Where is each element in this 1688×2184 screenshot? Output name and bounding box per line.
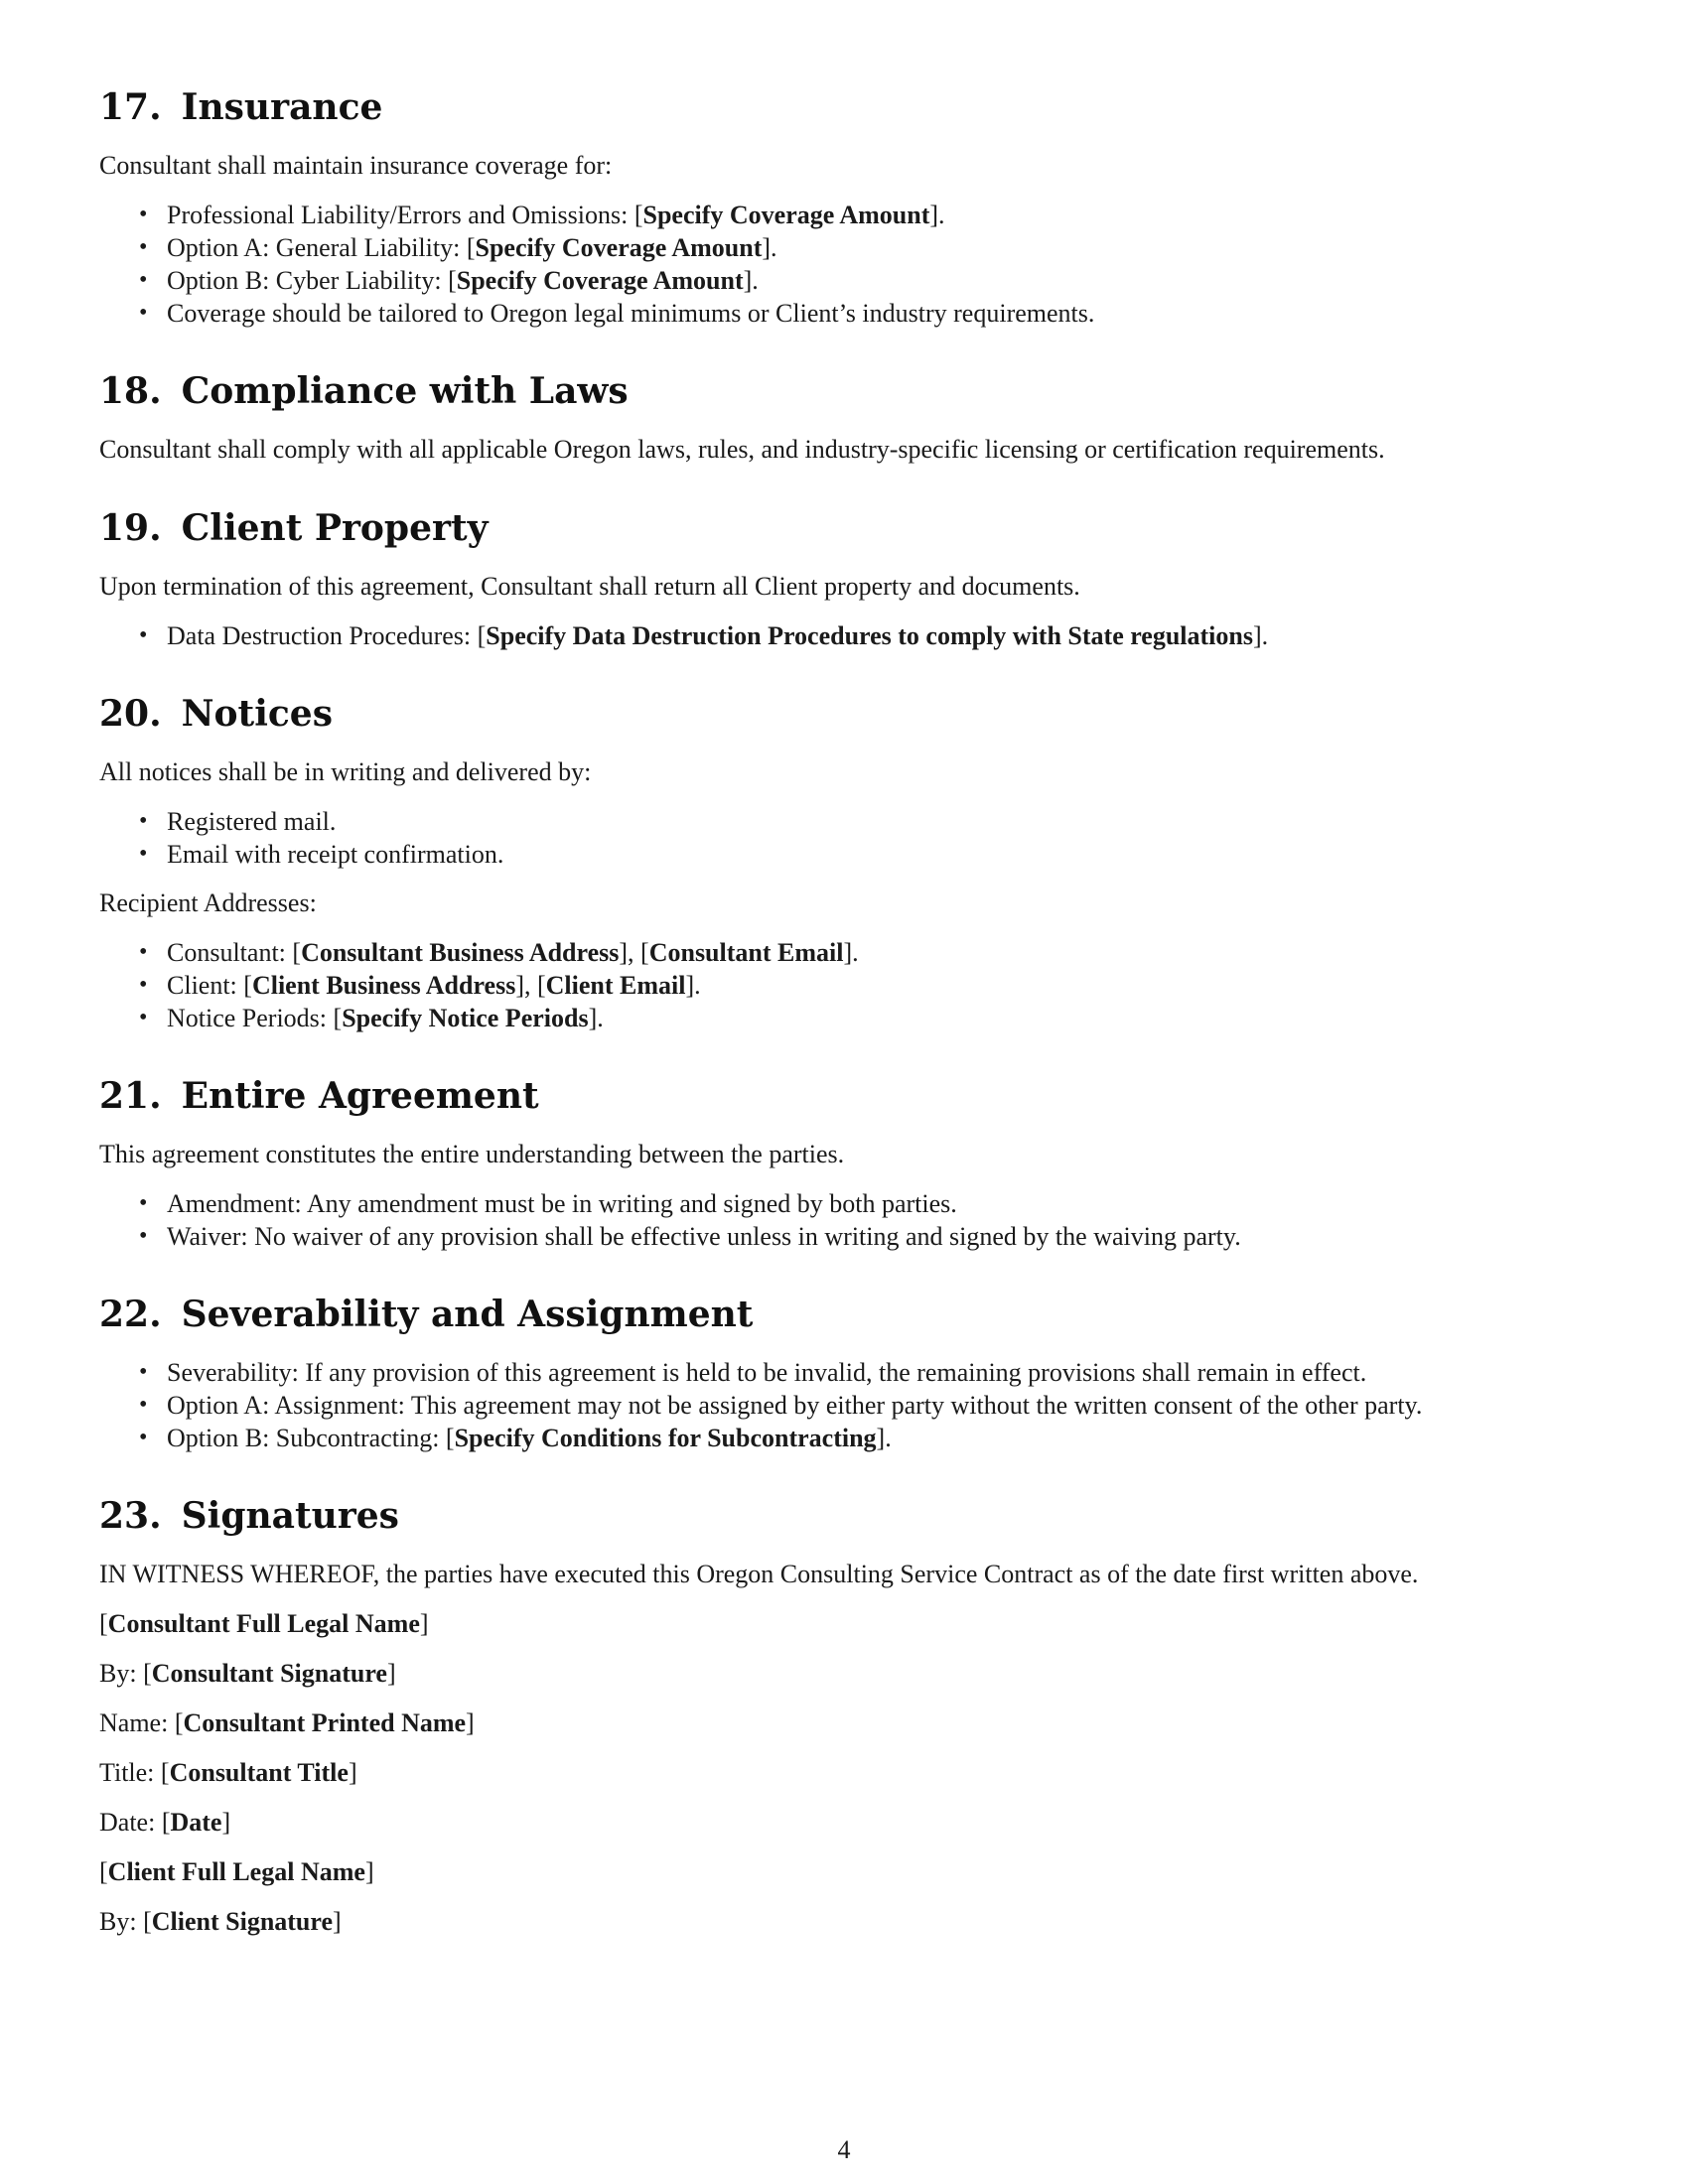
section-body: Consultant shall comply with all applicable Oregon laws, rules, and industry-specific licensing or certification requirements. (99, 435, 1385, 464)
entire-agreement-list (99, 1187, 1589, 1253)
list-item: • Email with receipt confirmation. (99, 838, 1589, 871)
list-item: • Waiver: No waiver of any provision shall be effective unless in writing and signed by the waiving party. (99, 1220, 1589, 1253)
signature-line: Date: [Date] (99, 1808, 231, 1837)
insurance-list (99, 199, 1589, 330)
list-item: • Registered mail. (99, 805, 1589, 838)
section-body: Upon termination of this agreement, Consultant shall return all Client property and documents. (99, 572, 1080, 601)
list-item: • Amendment: Any amendment must be in writing and signed by both parties. (99, 1187, 1589, 1220)
section-heading: 22. Severability and Assignment (99, 1294, 754, 1335)
section-signatures (99, 1494, 1589, 1939)
signature-line: By: [Client Signature] (99, 1907, 342, 1936)
section-heading: 21. Entire Agreement (99, 1075, 539, 1117)
list-item: • Coverage should be tailored to Oregon legal minimums or Client’s industry requirements. (99, 297, 1589, 330)
section-intro: All notices shall be in writing and delivered by: (99, 757, 592, 786)
signature-line: Title: [Consultant Title] (99, 1758, 357, 1787)
client-property-list (99, 619, 1589, 652)
signature-line: [Client Full Legal Name] (99, 1857, 374, 1886)
section-heading: 18. Compliance with Laws (99, 370, 629, 412)
list-item: • Client: [Client Business Address], [Client Email]. (99, 969, 1589, 1002)
list-item: • Option B: Subcontracting: [Specify Conditions for Subcontracting]. (99, 1422, 1589, 1454)
severability-list (99, 1356, 1589, 1454)
page-number: 4 (837, 2135, 851, 2164)
delivery-methods-list (99, 805, 1589, 871)
signature-line: [Consultant Full Legal Name] (99, 1609, 429, 1638)
section-heading: 23. Signatures (99, 1495, 399, 1537)
list-item: • Notice Periods: [Specify Notice Periods]. (99, 1002, 1589, 1034)
section-body: This agreement constitutes the entire understanding between the parties. (99, 1140, 845, 1168)
list-item: • Data Destruction Procedures: [Specify Data Destruction Procedures to comply with State regulations]. (99, 619, 1589, 652)
recipient-addresses-list (99, 936, 1589, 1034)
section-insurance (99, 85, 1589, 330)
section-heading: 20. Notices (99, 693, 333, 735)
section-notices (99, 692, 1589, 1034)
section-heading: 19. Client Property (99, 507, 489, 549)
document-page (99, 85, 1589, 1979)
list-item: • Option A: Assignment: This agreement may not be assigned by either party without the written consent of the other party. (99, 1389, 1589, 1422)
list-item: • Professional Liability/Errors and Omissions: [Specify Coverage Amount]. (99, 199, 1589, 231)
section-heading: 17. Insurance (99, 86, 383, 128)
list-item: • Severability: If any provision of this agreement is held to be invalid, the remaining provisions shall remain in effect. (99, 1356, 1589, 1389)
recipient-addresses-label: Recipient Addresses: (99, 888, 317, 917)
section-severability (99, 1293, 1589, 1454)
signature-line: By: [Consultant Signature] (99, 1659, 396, 1688)
section-body: IN WITNESS WHEREOF, the parties have executed this Oregon Consulting Service Contract as of the date first written above. (99, 1560, 1419, 1588)
list-item: • Option A: General Liability: [Specify Coverage Amount]. (99, 231, 1589, 264)
section-client-property (99, 506, 1589, 652)
list-item: • Consultant: [Consultant Business Address], [Consultant Email]. (99, 936, 1589, 969)
section-compliance (99, 369, 1589, 467)
section-entire-agreement (99, 1074, 1589, 1253)
list-item: • Option B: Cyber Liability: [Specify Coverage Amount]. (99, 264, 1589, 297)
signature-line: Name: [Consultant Printed Name] (99, 1708, 475, 1737)
section-intro: Consultant shall maintain insurance coverage for: (99, 151, 613, 180)
